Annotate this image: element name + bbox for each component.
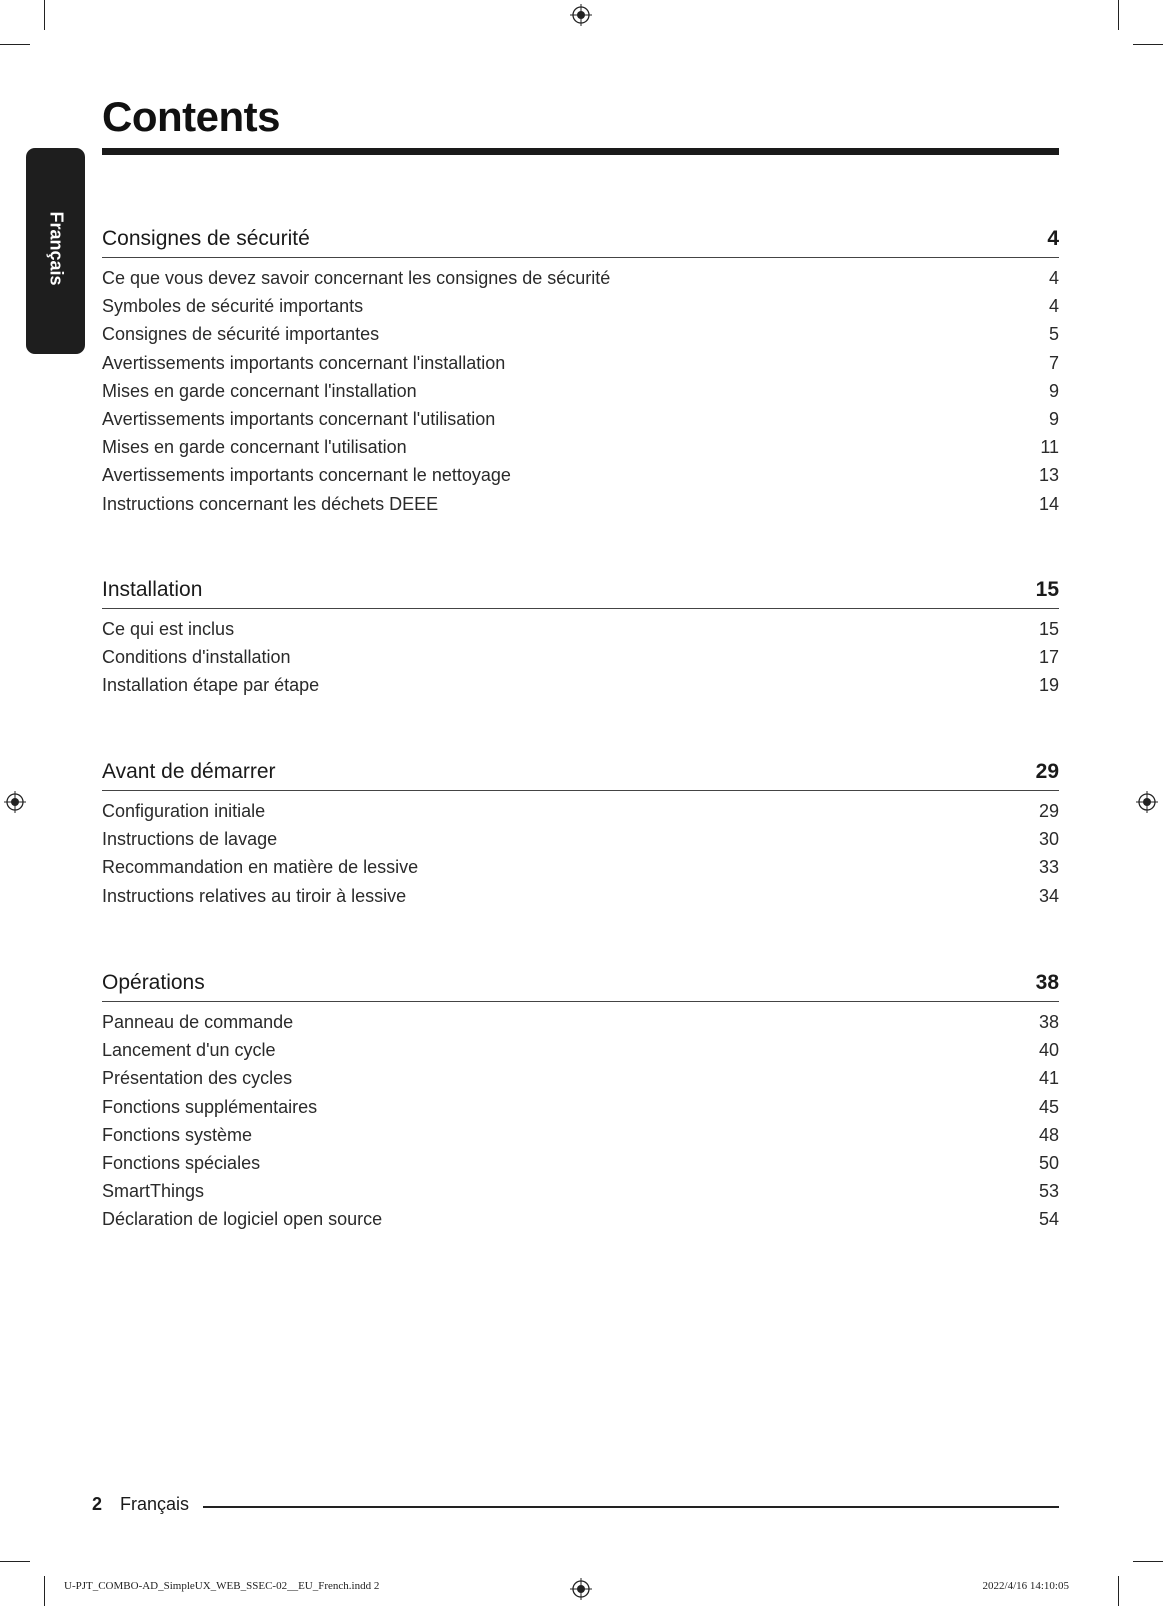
registration-mark-icon: [1136, 791, 1158, 813]
toc-entry[interactable]: [102, 1093, 1059, 1121]
toc-entry-page: 7: [1048, 352, 1059, 373]
toc-entry[interactable]: [102, 320, 1059, 348]
print-slug-timestamp: 2022/4/16 14:10:05: [982, 1580, 1069, 1592]
toc-entry[interactable]: [102, 1121, 1059, 1149]
toc-entry-page: 17: [1038, 647, 1059, 668]
section-heading[interactable]: [102, 221, 1059, 258]
toc-entry[interactable]: [102, 1177, 1059, 1205]
toc-entry-label: Ce qui est inclus: [102, 619, 235, 639]
toc-list: [102, 615, 1059, 700]
crop-mark: [1133, 1561, 1163, 1562]
toc-entry[interactable]: [102, 264, 1059, 292]
section-heading-label: Consignes de sécurité: [102, 227, 310, 250]
toc-list: [102, 1008, 1059, 1234]
toc-entry-label: Installation étape par étape: [102, 675, 320, 696]
registration-mark-icon: [570, 1578, 592, 1600]
crop-mark: [1118, 1576, 1119, 1606]
toc-entry-page: 38: [1038, 1012, 1059, 1032]
toc-entry-page: 11: [1040, 437, 1059, 458]
footer-language: Français: [120, 1494, 190, 1514]
toc-entry-label: Ce que vous devez savoir concernant les consignes de sécurité: [102, 268, 611, 288]
toc-entry-page: 54: [1038, 1209, 1059, 1230]
toc-entry-label: Fonctions supplémentaires: [102, 1096, 318, 1117]
toc-entry-label: Avertissements importants concernant le nettoyage: [102, 465, 511, 486]
toc-section-before-start: [102, 754, 1059, 910]
registration-mark-icon: [570, 4, 592, 26]
toc-entry-label: Lancement d'un cycle: [102, 1040, 276, 1061]
toc-entry-label: Recommandation en matière de lessive: [102, 857, 419, 878]
toc-entry-page: 5: [1048, 324, 1059, 345]
toc-entry[interactable]: [102, 1205, 1059, 1233]
toc-entry-label: Configuration initiale: [102, 801, 266, 821]
section-heading-page: 15: [1035, 578, 1059, 601]
toc-entry-label: Avertissements importants concernant l'utilisation: [102, 408, 496, 429]
toc-entry-label: Présentation des cycles: [102, 1068, 293, 1089]
crop-mark: [44, 1576, 45, 1606]
crop-mark: [0, 44, 30, 45]
toc-entry-label: Fonctions spéciales: [102, 1152, 261, 1173]
toc-entry-page: 45: [1038, 1096, 1059, 1117]
toc-entry[interactable]: [102, 461, 1059, 489]
section-heading-page: 38: [1035, 971, 1059, 994]
toc-entry-page: 29: [1038, 801, 1059, 821]
toc-entry-page: 9: [1048, 380, 1059, 401]
print-slug-file: U-PJT_COMBO-AD_SimpleUX_WEB_SSEC-02__EU_French.indd 2: [64, 1580, 380, 1592]
toc-entry-label: Symboles de sécurité importants: [102, 296, 364, 317]
toc-entry[interactable]: [102, 1149, 1059, 1177]
section-heading-label: Installation: [102, 578, 203, 601]
toc-entry-page: 40: [1038, 1040, 1059, 1061]
toc-section-safety: [102, 221, 1059, 518]
toc-entry[interactable]: [102, 377, 1059, 405]
language-side-tab: [26, 148, 85, 354]
title-rule: [102, 148, 1059, 155]
section-heading[interactable]: [102, 572, 1059, 609]
footer-page-number: 2: [92, 1494, 103, 1514]
section-heading[interactable]: [102, 754, 1059, 791]
toc-entry-label: Consignes de sécurité importantes: [102, 324, 380, 345]
section-heading-label: Avant de démarrer: [102, 760, 276, 783]
toc-section-operations: [102, 965, 1059, 1234]
section-heading[interactable]: [102, 965, 1059, 1002]
page-footer: [92, 1494, 1059, 1518]
registration-mark-icon: [4, 791, 26, 813]
toc-entry-label: Panneau de commande: [102, 1012, 294, 1032]
toc-entry-page: 13: [1038, 465, 1059, 486]
toc-entry-page: 50: [1038, 1152, 1059, 1173]
toc-entry[interactable]: [102, 405, 1059, 433]
side-tab-label: Français: [46, 211, 66, 286]
toc-entry-page: 33: [1038, 857, 1059, 878]
toc-entry[interactable]: [102, 1008, 1059, 1036]
section-heading-page: 29: [1035, 760, 1059, 783]
toc-entry-label: Instructions de lavage: [102, 829, 278, 850]
toc-list: [102, 264, 1059, 518]
toc-entry[interactable]: [102, 853, 1059, 881]
crop-mark: [44, 0, 45, 30]
toc-entry-page: 34: [1038, 885, 1059, 906]
page-title: Contents: [102, 93, 280, 140]
toc-entry-label: Avertissements importants concernant l'installation: [102, 352, 506, 373]
toc-entry-label: Mises en garde concernant l'installation: [102, 380, 417, 401]
toc-entry[interactable]: [102, 643, 1059, 671]
toc-list: [102, 797, 1059, 910]
footer-rule: [203, 1506, 1059, 1508]
toc-entry-page: 41: [1038, 1068, 1059, 1089]
toc-entry-page: 4: [1048, 296, 1059, 317]
toc-entry-page: 9: [1048, 408, 1059, 429]
toc-entry[interactable]: [102, 671, 1059, 699]
toc-entry-page: 48: [1038, 1124, 1059, 1145]
toc-entry[interactable]: [102, 433, 1059, 461]
toc-entry[interactable]: [102, 1036, 1059, 1064]
toc-entry-page: 4: [1048, 268, 1059, 288]
section-heading-page: 4: [1047, 227, 1059, 250]
toc-entry[interactable]: [102, 349, 1059, 377]
crop-mark: [0, 1561, 30, 1562]
toc-entry[interactable]: [102, 882, 1059, 910]
toc-entry-label: Instructions relatives au tiroir à lessive: [102, 885, 407, 906]
toc-entry-page: 19: [1038, 675, 1059, 696]
crop-mark: [1118, 0, 1119, 30]
toc-entry-page: 15: [1038, 619, 1059, 639]
section-heading-label: Opérations: [102, 971, 205, 994]
toc-entry-label: Instructions concernant les déchets DEEE: [102, 493, 439, 514]
toc-entry-label: Fonctions système: [102, 1124, 253, 1145]
toc-entry[interactable]: [102, 1064, 1059, 1092]
toc-section-installation: [102, 572, 1059, 700]
toc-entry-label: Mises en garde concernant l'utilisation: [102, 437, 407, 458]
toc-entry[interactable]: [102, 615, 1059, 643]
toc-entry[interactable]: [102, 490, 1059, 518]
crop-mark: [1133, 44, 1163, 45]
toc-entry[interactable]: [102, 797, 1059, 825]
toc-entry-page: 30: [1038, 829, 1059, 850]
toc-entry[interactable]: [102, 825, 1059, 853]
toc-entry-page: 53: [1038, 1181, 1059, 1202]
toc-entry[interactable]: [102, 292, 1059, 320]
toc-entry-label: Conditions d'installation: [102, 647, 291, 668]
toc-entry-label: Déclaration de logiciel open source: [102, 1209, 383, 1230]
toc-entry-page: 14: [1038, 493, 1059, 514]
toc-entry-label: SmartThings: [102, 1181, 205, 1202]
